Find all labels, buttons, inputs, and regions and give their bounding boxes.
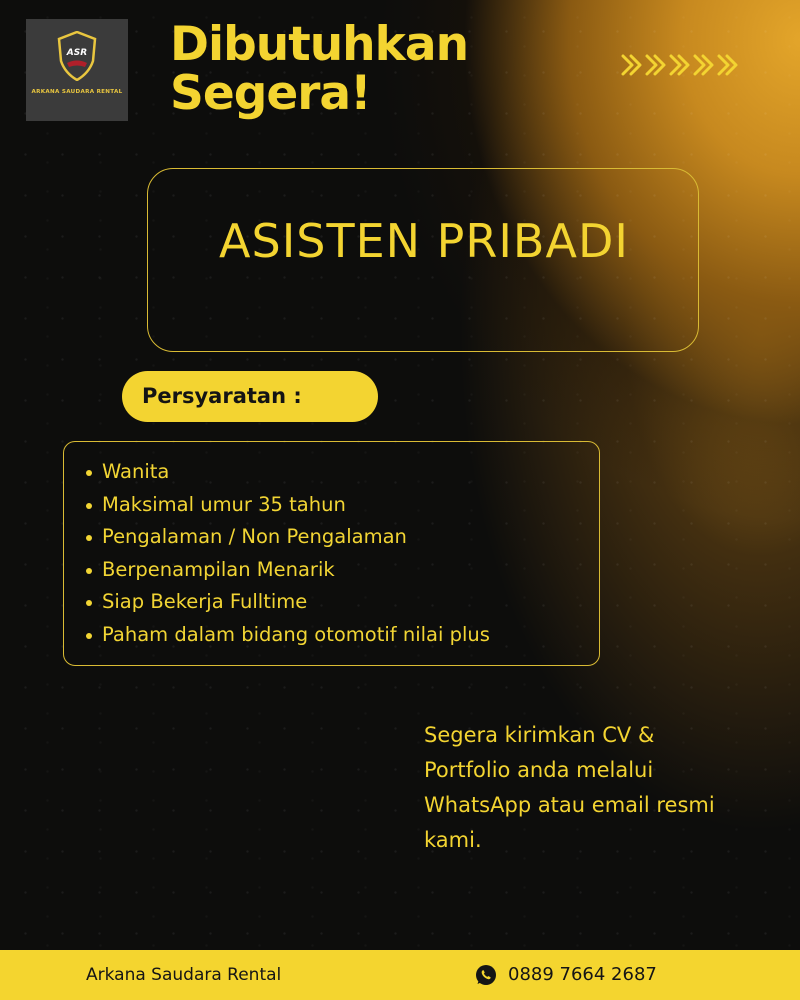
cta-line: Segera kirimkan CV & bbox=[424, 723, 655, 747]
headline-line-2: Segera! bbox=[170, 66, 371, 121]
cta-line: Portfolio anda melalui bbox=[424, 758, 654, 782]
shield-logo-icon bbox=[57, 31, 97, 81]
whatsapp-icon bbox=[475, 964, 497, 986]
position-title-box bbox=[147, 168, 699, 352]
position-title: ASISTEN PRIBADI bbox=[219, 214, 629, 268]
requirements-heading: Persyaratan : bbox=[142, 384, 302, 408]
logo-company-name: ARKANA SAUDARA RENTAL bbox=[31, 89, 123, 95]
requirement-item: Pengalaman / Non Pengalaman bbox=[84, 521, 490, 554]
requirement-item: Wanita bbox=[84, 456, 490, 489]
headline-line-1: Dibutuhkan bbox=[170, 17, 469, 72]
logo-mark: ASR bbox=[66, 48, 88, 58]
footer-phone-number: 0889 7664 2687 bbox=[508, 964, 657, 985]
requirements-box bbox=[63, 441, 600, 666]
headline bbox=[170, 17, 570, 121]
requirement-item: Paham dalam bidang otomotif nilai plus bbox=[84, 619, 490, 652]
requirements-list bbox=[84, 456, 490, 652]
requirement-item: Maksimal umur 35 tahun bbox=[84, 489, 490, 522]
cta-line: WhatsApp atau email resmi bbox=[424, 793, 715, 817]
requirements-heading-pill bbox=[122, 371, 378, 422]
requirement-item: Berpenampilan Menarik bbox=[84, 554, 490, 587]
double-chevron-right-icon bbox=[620, 48, 742, 82]
requirement-item: Siap Bekerja Fulltime bbox=[84, 586, 490, 619]
footer-bar bbox=[0, 950, 800, 1000]
footer-company-name: Arkana Saudara Rental bbox=[86, 965, 282, 985]
company-logo bbox=[26, 19, 128, 121]
cta-line: kami. bbox=[424, 828, 482, 852]
call-to-action bbox=[424, 718, 774, 858]
